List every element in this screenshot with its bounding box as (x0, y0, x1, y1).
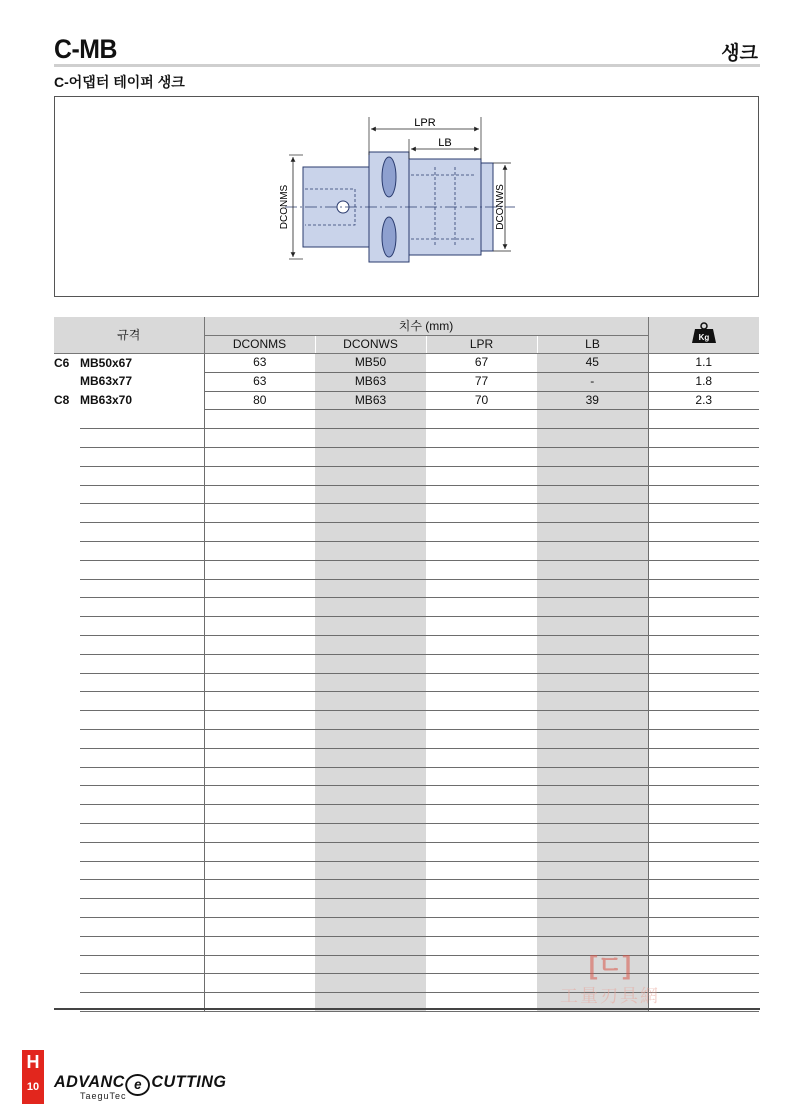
table-cell-empty (80, 805, 204, 824)
table-cell-empty (54, 917, 80, 936)
table-cell-empty (80, 936, 204, 955)
table-cell-empty (426, 692, 537, 711)
page-number: 10 (26, 1081, 40, 1093)
table-cell-empty (426, 673, 537, 692)
table-cell-empty (648, 767, 759, 786)
row-name: MB63x77 (80, 372, 204, 391)
table-cell-empty (537, 899, 648, 918)
table-row (54, 391, 759, 410)
table-row (54, 354, 759, 373)
weight-icon-label: Kg (698, 332, 710, 342)
table-row-empty (54, 635, 759, 654)
brand-subtitle: TaeguTec (80, 1091, 127, 1101)
table-cell-empty (426, 899, 537, 918)
table-cell-empty (80, 429, 204, 448)
table-cell-empty (54, 748, 80, 767)
table-cell-empty (54, 729, 80, 748)
table-cell-empty (648, 654, 759, 673)
table-cell-empty (648, 786, 759, 805)
table-cell-empty (426, 410, 537, 429)
table-cell-empty (537, 447, 648, 466)
table-cell-empty (648, 673, 759, 692)
table-cell-empty (315, 786, 426, 805)
subheader-dconms: DCONMS (204, 336, 315, 354)
lb-label: LB (438, 137, 452, 149)
table-cell-empty (315, 823, 426, 842)
table-cell-empty (426, 711, 537, 730)
table-cell-empty (537, 485, 648, 504)
table-cell-empty (204, 523, 315, 542)
table-row-empty (54, 786, 759, 805)
table-cell-empty (648, 748, 759, 767)
spec-table (54, 317, 759, 1012)
table-row-empty (54, 485, 759, 504)
table-cell-empty (204, 429, 315, 448)
table-cell-empty (537, 523, 648, 542)
table-cell-empty (426, 861, 537, 880)
table-cell-empty (54, 410, 80, 429)
table-cell-empty (204, 711, 315, 730)
table-cell-empty (204, 560, 315, 579)
table-cell-empty (426, 579, 537, 598)
table-cell-empty (426, 842, 537, 861)
header-rule (54, 64, 760, 67)
table-cell-empty (204, 767, 315, 786)
subheader-dconws: DCONWS (315, 336, 426, 354)
table-cell-empty (204, 466, 315, 485)
table-cell-empty (315, 692, 426, 711)
table-cell-empty (80, 786, 204, 805)
table-cell-empty (80, 880, 204, 899)
table-cell-empty (426, 447, 537, 466)
table-cell-empty (537, 635, 648, 654)
table-row-empty (54, 523, 759, 542)
page-subtitle: C-어댑터 테이퍼 생크 (54, 74, 185, 90)
table-cell-empty (537, 842, 648, 861)
table-row-empty (54, 560, 759, 579)
table-cell-empty (204, 917, 315, 936)
row-dconms: 63 (204, 354, 315, 373)
table-cell-empty (315, 974, 426, 993)
table-cell-empty (54, 466, 80, 485)
table-cell-empty (54, 560, 80, 579)
table-cell-empty (315, 955, 426, 974)
table-cell-empty (537, 861, 648, 880)
table-row-empty (54, 748, 759, 767)
table-cell-empty (80, 560, 204, 579)
table-row (54, 372, 759, 391)
table-cell-empty (537, 805, 648, 824)
table-cell-empty (204, 880, 315, 899)
table-cell-empty (204, 504, 315, 523)
table-cell-empty (54, 899, 80, 918)
table-cell-empty (537, 429, 648, 448)
table-cell-empty (648, 711, 759, 730)
table-cell-empty (537, 748, 648, 767)
keyway-bottom (382, 217, 396, 257)
table-cell-empty (648, 917, 759, 936)
table-cell-empty (537, 410, 648, 429)
table-cell-empty (315, 429, 426, 448)
table-cell-empty (80, 579, 204, 598)
table-cell-empty (204, 974, 315, 993)
table-cell-empty (204, 955, 315, 974)
table-cell-empty (54, 861, 80, 880)
table-cell-empty (80, 410, 204, 429)
table-cell-empty (204, 748, 315, 767)
table-cell-empty (648, 410, 759, 429)
table-row-empty (54, 805, 759, 824)
watermark-logo: [ㄷ] (588, 950, 632, 980)
table-cell-empty (54, 617, 80, 636)
table-cell-empty (204, 485, 315, 504)
table-cell-empty (648, 598, 759, 617)
table-cell-empty (204, 786, 315, 805)
table-cell-empty (80, 673, 204, 692)
table-cell-empty (315, 560, 426, 579)
table-row-empty (54, 579, 759, 598)
table-cell-empty (315, 767, 426, 786)
table-cell-empty (315, 748, 426, 767)
table-row-empty (54, 711, 759, 730)
table-cell-empty (426, 523, 537, 542)
table-cell-empty (648, 541, 759, 560)
category-label: 생크 (721, 43, 758, 64)
table-cell-empty (315, 447, 426, 466)
row-weight: 2.3 (648, 391, 759, 410)
table-cell-empty (426, 880, 537, 899)
table-cell-empty (204, 598, 315, 617)
table-cell-empty (426, 767, 537, 786)
table-cell-empty (648, 823, 759, 842)
table-row-empty (54, 598, 759, 617)
table-cell-empty (426, 955, 537, 974)
table-row-empty (54, 861, 759, 880)
table-row-empty (54, 541, 759, 560)
table-cell-empty (80, 861, 204, 880)
table-cell-empty (426, 635, 537, 654)
table-cell-empty (537, 560, 648, 579)
table-cell-empty (204, 805, 315, 824)
table-cell-empty (537, 466, 648, 485)
row-dconws: MB50 (315, 354, 426, 373)
page-title: C-MB (54, 34, 118, 64)
table-cell-empty (315, 504, 426, 523)
table-cell-empty (315, 917, 426, 936)
keyway-top (382, 157, 396, 197)
table-cell-empty (80, 617, 204, 636)
table-cell-empty (537, 617, 648, 636)
row-dconws: MB63 (315, 391, 426, 410)
section-tab (22, 1050, 44, 1104)
table-cell-empty (648, 617, 759, 636)
table-row-empty (54, 842, 759, 861)
table-cell-empty (54, 504, 80, 523)
row-lb: 45 (537, 354, 648, 373)
table-cell-empty (80, 955, 204, 974)
row-code: C8 (54, 392, 70, 407)
table-cell-empty (648, 560, 759, 579)
table-row-empty (54, 899, 759, 918)
table-cell-empty (204, 842, 315, 861)
table-row-empty (54, 617, 759, 636)
table-cell-empty (315, 842, 426, 861)
row-weight: 1.1 (648, 354, 759, 373)
table-cell-empty (426, 617, 537, 636)
table-cell-empty (54, 692, 80, 711)
table-cell-empty (54, 447, 80, 466)
table-cell-empty (54, 523, 80, 542)
table-row-empty (54, 447, 759, 466)
table-cell-empty (315, 899, 426, 918)
table-cell-empty (204, 729, 315, 748)
table-cell-empty (648, 880, 759, 899)
table-cell-empty (80, 485, 204, 504)
table-cell-empty (426, 560, 537, 579)
table-cell-empty (54, 579, 80, 598)
table-cell-empty (204, 861, 315, 880)
table-cell-empty (537, 541, 648, 560)
row-dconms: 80 (204, 391, 315, 410)
table-cell-empty (315, 466, 426, 485)
table-row-empty (54, 880, 759, 899)
table-cell-empty (537, 823, 648, 842)
table-cell-empty (204, 541, 315, 560)
table-cell-empty (80, 654, 204, 673)
row-name: MB63x70 (80, 391, 204, 410)
lpr-label: LPR (414, 117, 436, 129)
table-cell-empty (80, 974, 204, 993)
table-cell-empty (80, 823, 204, 842)
table-cell-empty (80, 842, 204, 861)
table-cell-empty (648, 729, 759, 748)
table-cell-empty (426, 429, 537, 448)
table-cell-empty (204, 579, 315, 598)
table-cell-empty (426, 504, 537, 523)
table-row-empty (54, 823, 759, 842)
table-cell-empty (54, 955, 80, 974)
table-cell-empty (426, 805, 537, 824)
row-code (54, 372, 80, 391)
table-cell-empty (648, 579, 759, 598)
table-cell-empty (648, 447, 759, 466)
table-cell-empty (315, 805, 426, 824)
table-cell-empty (648, 635, 759, 654)
table-cell-empty (315, 617, 426, 636)
table-cell-empty (315, 410, 426, 429)
section-letter: H (26, 1052, 40, 1072)
watermark-text: 工量刃具網 (560, 986, 660, 1007)
table-cell-empty (648, 805, 759, 824)
table-cell-empty (648, 692, 759, 711)
table-cell-empty (648, 429, 759, 448)
table-cell-empty (80, 692, 204, 711)
table-row-empty (54, 466, 759, 485)
brand-right: CUTTING (151, 1072, 227, 1091)
table-cell-empty (54, 711, 80, 730)
row-lpr: 77 (426, 372, 537, 391)
table-cell-empty (315, 485, 426, 504)
table-cell-empty (648, 861, 759, 880)
table-row-empty (54, 692, 759, 711)
table-cell-empty (204, 692, 315, 711)
table-cell-empty (204, 899, 315, 918)
table-cell-empty (54, 936, 80, 955)
table-cell-empty (54, 654, 80, 673)
table-cell-empty (54, 823, 80, 842)
table-row-empty (54, 767, 759, 786)
table-cell-empty (426, 654, 537, 673)
table-cell-empty (54, 842, 80, 861)
header-dimensions: 치수 (mm) (204, 317, 648, 336)
table-cell-empty (204, 673, 315, 692)
table-cell-empty (54, 786, 80, 805)
table-cell-empty (426, 786, 537, 805)
table-cell-empty (537, 917, 648, 936)
table-cell-empty (54, 485, 80, 504)
table-cell-empty (315, 541, 426, 560)
table-cell-empty (537, 880, 648, 899)
table-cell-empty (54, 429, 80, 448)
table-cell-empty (426, 748, 537, 767)
table-cell-empty (426, 936, 537, 955)
subheader-lb: LB (537, 336, 648, 354)
table-cell-empty (80, 748, 204, 767)
table-cell-empty (537, 786, 648, 805)
table-row-empty (54, 917, 759, 936)
row-weight: 1.8 (648, 372, 759, 391)
table-cell-empty (315, 654, 426, 673)
table-cell-empty (54, 673, 80, 692)
table-cell-empty (80, 447, 204, 466)
table-cell-empty (204, 823, 315, 842)
table-cell-empty (80, 917, 204, 936)
table-cell-empty (426, 974, 537, 993)
table-cell-empty (315, 673, 426, 692)
row-dconws: MB63 (315, 372, 426, 391)
brand-e: e (126, 1074, 151, 1096)
table-row-empty (54, 410, 759, 429)
table-cell-empty (54, 805, 80, 824)
technical-drawing (54, 96, 759, 297)
table-cell-empty (537, 729, 648, 748)
table-cell-empty (204, 635, 315, 654)
table-cell-empty (204, 936, 315, 955)
table-row-empty (54, 504, 759, 523)
table-cell-empty (648, 485, 759, 504)
table-cell-empty (204, 617, 315, 636)
table-cell-empty (80, 466, 204, 485)
dconws-label: DCONWS (495, 184, 506, 230)
table-cell-empty (54, 541, 80, 560)
table-row-empty (54, 673, 759, 692)
table-cell-empty (80, 598, 204, 617)
table-cell-empty (80, 504, 204, 523)
header-spec: 규격 (54, 317, 204, 354)
table-cell-empty (54, 767, 80, 786)
table-row-empty (54, 729, 759, 748)
row-lpr: 67 (426, 354, 537, 373)
table-cell-empty (648, 466, 759, 485)
table-cell-empty (54, 598, 80, 617)
table-cell-empty (426, 598, 537, 617)
table-cell-empty (80, 767, 204, 786)
shank-drawing-svg (55, 97, 760, 298)
table-cell-empty (204, 654, 315, 673)
table-cell-empty (315, 523, 426, 542)
table-cell-empty (54, 974, 80, 993)
table-cell-empty (537, 711, 648, 730)
table-cell-empty (315, 729, 426, 748)
table-cell-empty (537, 579, 648, 598)
table-cell-empty (315, 598, 426, 617)
table-cell-empty (537, 673, 648, 692)
row-name: MB50x67 (80, 354, 204, 373)
brand-left: ADVANC (54, 1072, 125, 1091)
weight-icon (691, 322, 717, 344)
table-row-empty (54, 654, 759, 673)
table-cell-empty (426, 729, 537, 748)
table-cell-empty (426, 466, 537, 485)
table-cell-empty (426, 485, 537, 504)
table-cell-empty (426, 917, 537, 936)
table-cell-empty (80, 729, 204, 748)
row-dconms: 63 (204, 372, 315, 391)
table-cell-empty (315, 936, 426, 955)
table-cell-empty (315, 579, 426, 598)
table-cell-empty (315, 880, 426, 899)
dconms-label: DCONMS (279, 184, 290, 230)
table-cell-empty (80, 541, 204, 560)
table-cell-empty (537, 598, 648, 617)
table-cell-empty (537, 504, 648, 523)
table-cell-empty (426, 823, 537, 842)
watermark (540, 945, 680, 1015)
table-cell-empty (648, 504, 759, 523)
table-row-empty (54, 429, 759, 448)
subheader-lpr: LPR (426, 336, 537, 354)
table-cell-empty (204, 447, 315, 466)
table-cell-empty (80, 523, 204, 542)
header-weight (648, 317, 759, 354)
table-cell-empty (80, 635, 204, 654)
row-lpr: 70 (426, 391, 537, 410)
table-cell-empty (80, 899, 204, 918)
table-cell-empty (537, 692, 648, 711)
table-cell-empty (648, 899, 759, 918)
table-cell-empty (315, 861, 426, 880)
table-cell-empty (537, 767, 648, 786)
table-cell-empty (426, 541, 537, 560)
table-cell-empty (80, 711, 204, 730)
table-cell-empty (648, 842, 759, 861)
row-code: C6 (54, 355, 70, 370)
table-cell-empty (315, 711, 426, 730)
table-cell-empty (315, 635, 426, 654)
table-cell-empty (54, 635, 80, 654)
table-cell-empty (648, 523, 759, 542)
table-cell-empty (537, 654, 648, 673)
footer-rule (54, 1008, 760, 1010)
table-cell-empty (204, 410, 315, 429)
table-cell-empty (54, 880, 80, 899)
row-lb: 39 (537, 391, 648, 410)
row-lb: - (537, 372, 648, 391)
